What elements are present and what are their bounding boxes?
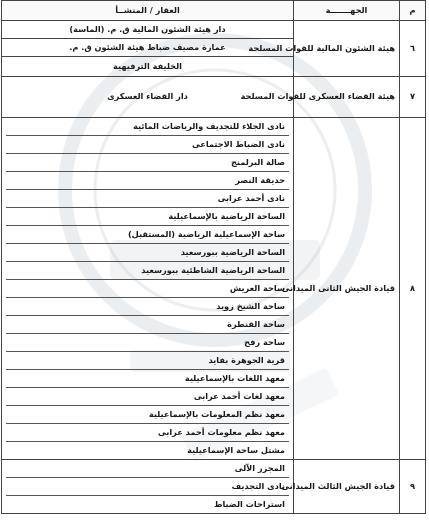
property-cell: معهد نظم المعلومات بالإسماعيلية	[6, 406, 289, 424]
row-num: ٧	[400, 77, 426, 118]
property-cell: المجزر الآلى	[6, 460, 289, 478]
property-cell: نادى الجلاء للتجديف والرياضات المائية	[6, 118, 289, 136]
property-list	[2, 118, 294, 460]
row-num: ٩	[400, 460, 426, 514]
table-row	[2, 460, 426, 514]
row-authority: قيادة الجيش الثانى الميدانى	[294, 118, 400, 460]
row-num: ٨	[400, 118, 426, 460]
row-authority: قيادة الجيش الثالث الميدانى	[294, 460, 400, 514]
property-cell: استراحات الضباط	[213, 499, 285, 509]
property-cell: ساحة رفح	[6, 334, 289, 352]
table-row	[2, 77, 426, 118]
property-cell: قرية الجوهرة بفايد	[6, 352, 289, 370]
property-cell: الساحة الرياضية الشاطئية ببورسعيد	[6, 262, 289, 280]
property-list	[2, 460, 294, 514]
property-cell: معهد اللغات بالإسماعيلية	[6, 370, 289, 388]
property-cell: نادى الضباط الاجتماعى	[6, 136, 289, 154]
table-row	[2, 21, 426, 39]
property-cell: معهد نظم معلومات أحمد عرابى	[6, 424, 289, 442]
property-cell: الساحة الرياضية ببورسعيد	[6, 244, 289, 262]
property-cell: حديقة النصر	[6, 172, 289, 190]
property-cell: الساحة الرياضية بالإسماعيلية	[6, 208, 289, 226]
property-cell: ساحة الشيخ زويد	[6, 298, 289, 316]
header-property: العقار / المنشــأ	[2, 1, 294, 21]
property-cell: نادى التجديف	[6, 478, 289, 496]
properties-table	[1, 0, 426, 514]
property-cell: صالة البرلمنج	[6, 154, 289, 172]
row-authority: هيئة القضاء العسكرى للقوات المسلحة	[294, 77, 400, 118]
row-num: ٦	[400, 21, 426, 77]
property-cell: ساحة القنطرة	[6, 316, 289, 334]
header-authority: الجهـــــــة	[294, 1, 400, 21]
property-cell: معهد لغات أحمد عرابى	[6, 388, 289, 406]
property-cell: الخليفة الترفيهية	[2, 57, 294, 77]
property-cell: ساحة العريش	[6, 280, 289, 298]
table-row	[2, 118, 426, 460]
property-cell: مشتل ساحة الإسماعيلية	[187, 445, 285, 455]
row-authority: هيئة الشئون المالية للقوات المسلحة	[294, 21, 400, 77]
property-cell: دار القضاء العسكرى	[2, 77, 294, 118]
header-num: م	[400, 1, 426, 21]
property-cell: عمارة مصيف ضباط هيئة الشئون ق. م.	[2, 39, 294, 57]
property-cell: نادى أحمد عرابى	[6, 190, 289, 208]
property-cell: ساحة الإسماعيلية الرياضية (المستقبل)	[6, 226, 289, 244]
table-header-row	[2, 1, 426, 21]
property-cell: دار هيئة الشئون المالية ق. م. (الماسة)	[2, 21, 294, 39]
